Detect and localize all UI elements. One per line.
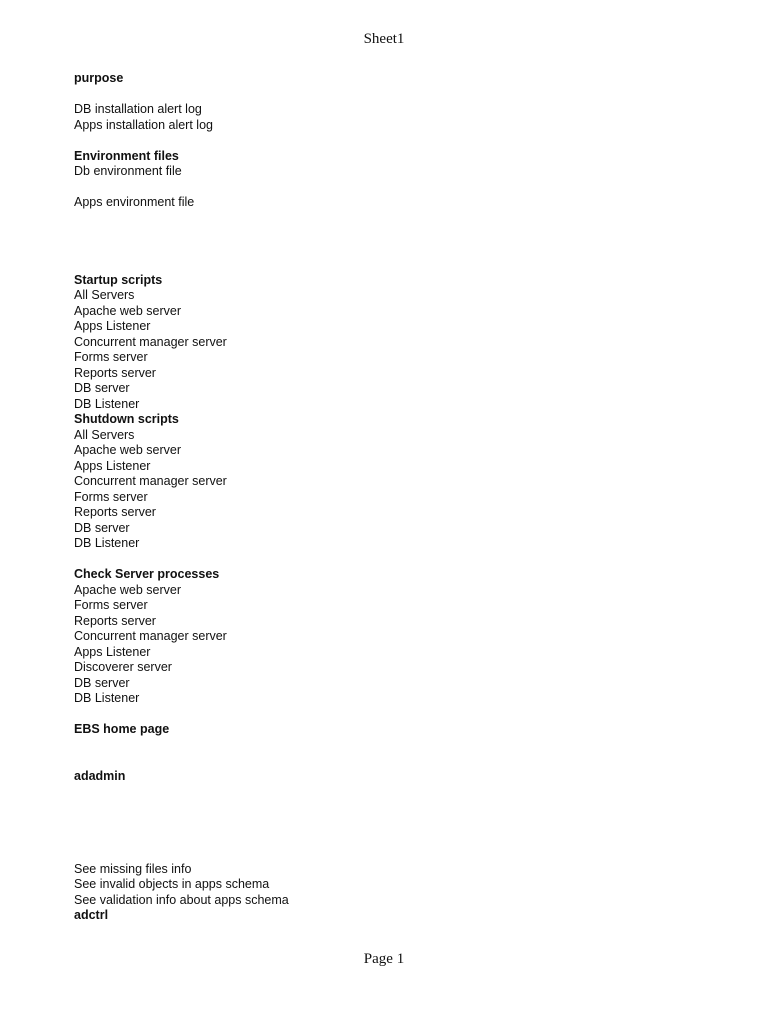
sheet-row: Concurrent manager server (74, 629, 227, 643)
empty-row (74, 784, 674, 800)
sheet-row: DB server (74, 381, 130, 395)
empty-row (74, 180, 674, 196)
section-heading: Startup scripts (74, 272, 163, 287)
section-heading: Environment files (74, 148, 179, 163)
sheet-row: DB server (74, 520, 130, 535)
sheet-row: See validation info about apps schema (74, 892, 289, 907)
empty-row (74, 242, 674, 258)
sheet-row: Forms server (74, 489, 148, 504)
sheet-row: Reports server (74, 505, 156, 519)
sheet-row: Discoverer server (74, 660, 172, 674)
sheet-row: Apps environment file (74, 195, 195, 209)
section-heading: Shutdown scripts (74, 412, 179, 426)
sheet-row: Concurrent manager server (74, 474, 227, 488)
empty-row (74, 738, 674, 754)
sheet-row: Apps Listener (74, 644, 151, 659)
sheet-row: All Servers (74, 427, 135, 442)
sheet-row: DB Listener (74, 536, 140, 550)
sheet-row: Apache web server (74, 303, 182, 318)
sheet-row: Apache web server (74, 443, 182, 457)
section-heading: purpose (74, 71, 124, 85)
sheet-row: Apache web server (74, 582, 182, 597)
empty-row (74, 552, 674, 568)
empty-row (74, 211, 674, 227)
empty-row (74, 815, 674, 831)
sheet-row: Apps installation alert log (74, 117, 213, 132)
sheet-row: DB Listener (74, 691, 140, 705)
sheet-row: See invalid objects in apps schema (74, 877, 270, 891)
empty-row (74, 87, 674, 103)
section-heading: adadmin (74, 768, 126, 783)
sheet-row: DB installation alert log (74, 102, 202, 116)
sheet-content (74, 71, 674, 924)
empty-row (74, 257, 674, 273)
section-heading: Check Server processes (74, 567, 220, 581)
page-number: Page 1 (363, 951, 405, 967)
empty-row (74, 707, 674, 723)
sheet-row: See missing files info (74, 861, 192, 876)
sheet-row: Reports server (74, 365, 156, 380)
sheet-row: DB Listener (74, 396, 140, 411)
section-heading: adctrl (74, 908, 109, 922)
empty-row (74, 846, 674, 862)
empty-row (74, 831, 674, 847)
sheet-row: Apps Listener (74, 458, 151, 473)
sheet-row: Concurrent manager server (74, 334, 227, 349)
sheet-row: Forms server (74, 350, 148, 364)
empty-row (74, 800, 674, 816)
sheet-title: Sheet1 (363, 31, 405, 47)
empty-row (74, 753, 674, 769)
sheet-row: Apps Listener (74, 319, 151, 333)
sheet-row: Forms server (74, 598, 148, 612)
sheet-row: Db environment file (74, 164, 182, 178)
sheet-row: DB server (74, 675, 130, 690)
section-heading: EBS home page (74, 722, 170, 736)
empty-row (74, 133, 674, 149)
sheet-row: Reports server (74, 613, 156, 628)
sheet-row: All Servers (74, 288, 135, 302)
empty-row (74, 226, 674, 242)
